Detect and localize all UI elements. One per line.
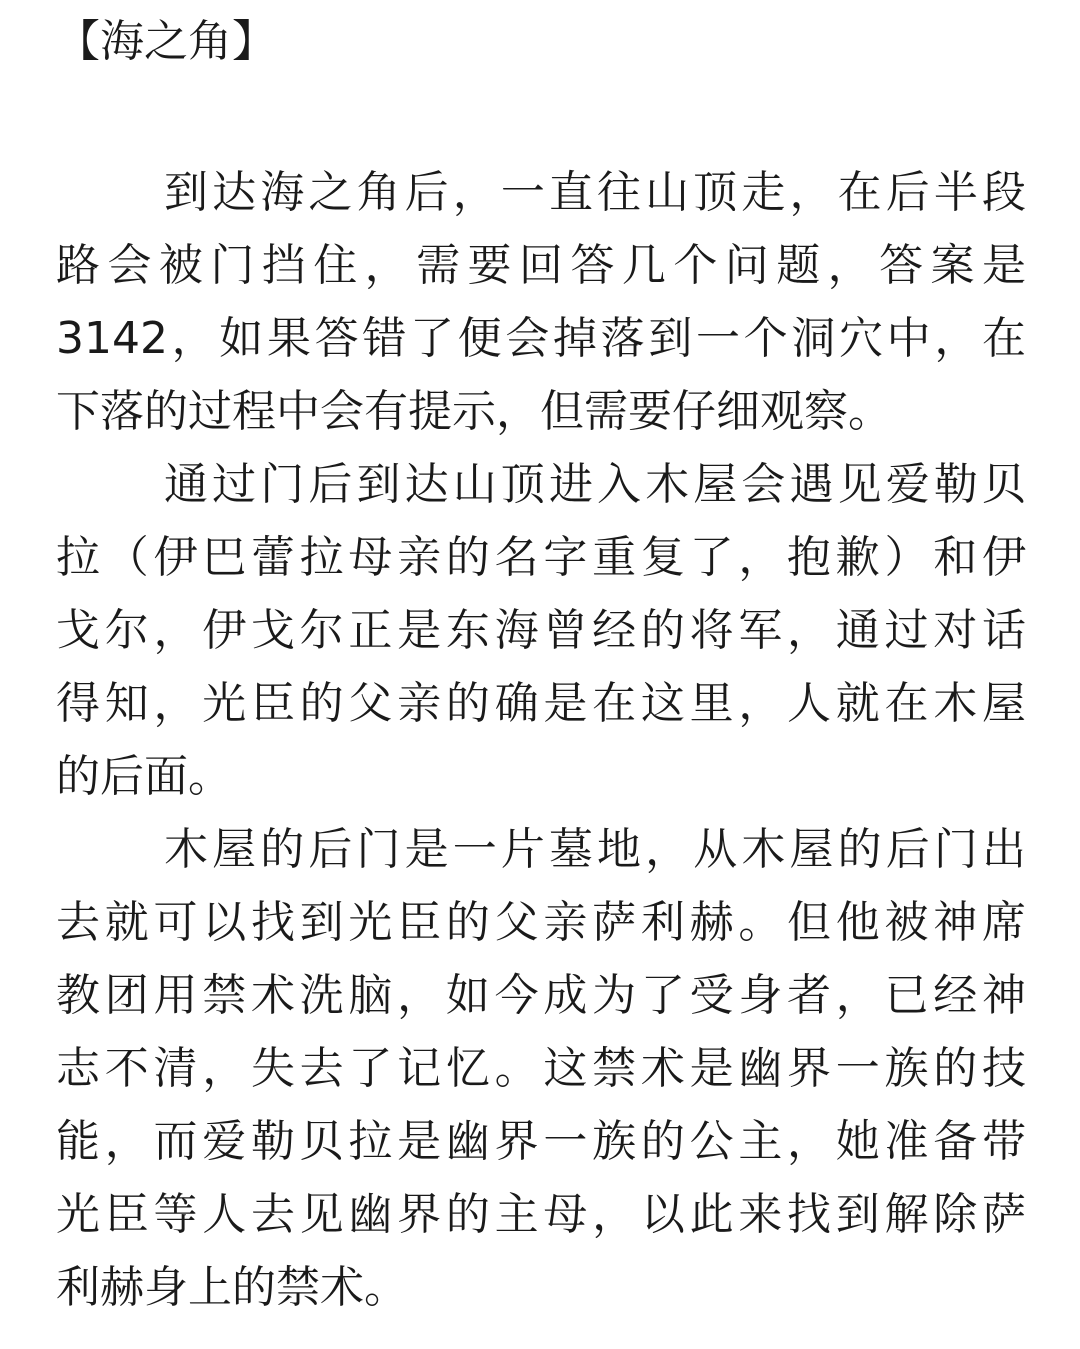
text-line: 光臣等人去见幽界的主母，以此来找到解除萨: [56, 1189, 1026, 1240]
text-line: 教团用禁术洗脑，如今成为了受身者，已经神: [56, 970, 1026, 1021]
text-line: 下落的过程中会有提示，但需要仔细观察。: [56, 386, 892, 437]
text-line: 3142，如果答错了便会掉落到一个洞穴中，在: [56, 313, 1026, 364]
text-line: 通过门后到达山顶进入木屋会遇见爱勒贝: [164, 459, 1026, 510]
text-line: 去就可以找到光臣的父亲萨利赫。但他被神席: [56, 897, 1026, 948]
text-line: 拉（伊巴蕾拉母亲的名字重复了，抱歉）和伊: [56, 532, 1026, 583]
text-line: 利赫身上的禁术。: [56, 1262, 408, 1313]
paragraph-3: [56, 813, 1026, 1324]
text-line: 的后面。: [56, 751, 232, 802]
section-heading: 【海之角】: [56, 16, 276, 67]
paragraph-1: [56, 156, 1026, 448]
text-line: 戈尔，伊戈尔正是东海曾经的将军，通过对话: [56, 605, 1026, 656]
text-line: 志不清，失去了记忆。这禁术是幽界一族的技: [56, 1043, 1026, 1094]
text-line: 到达海之角后，一直往山顶走，在后半段: [164, 167, 1026, 218]
text-line: 木屋的后门是一片墓地，从木屋的后门出: [164, 824, 1026, 875]
article-body: [56, 156, 1026, 1324]
text-line: 路会被门挡住，需要回答几个问题，答案是: [56, 240, 1026, 291]
text-line: 得知，光臣的父亲的确是在这里，人就在木屋: [56, 678, 1026, 729]
text-line: 能，而爱勒贝拉是幽界一族的公主，她准备带: [56, 1116, 1026, 1167]
paragraph-2: [56, 448, 1026, 813]
